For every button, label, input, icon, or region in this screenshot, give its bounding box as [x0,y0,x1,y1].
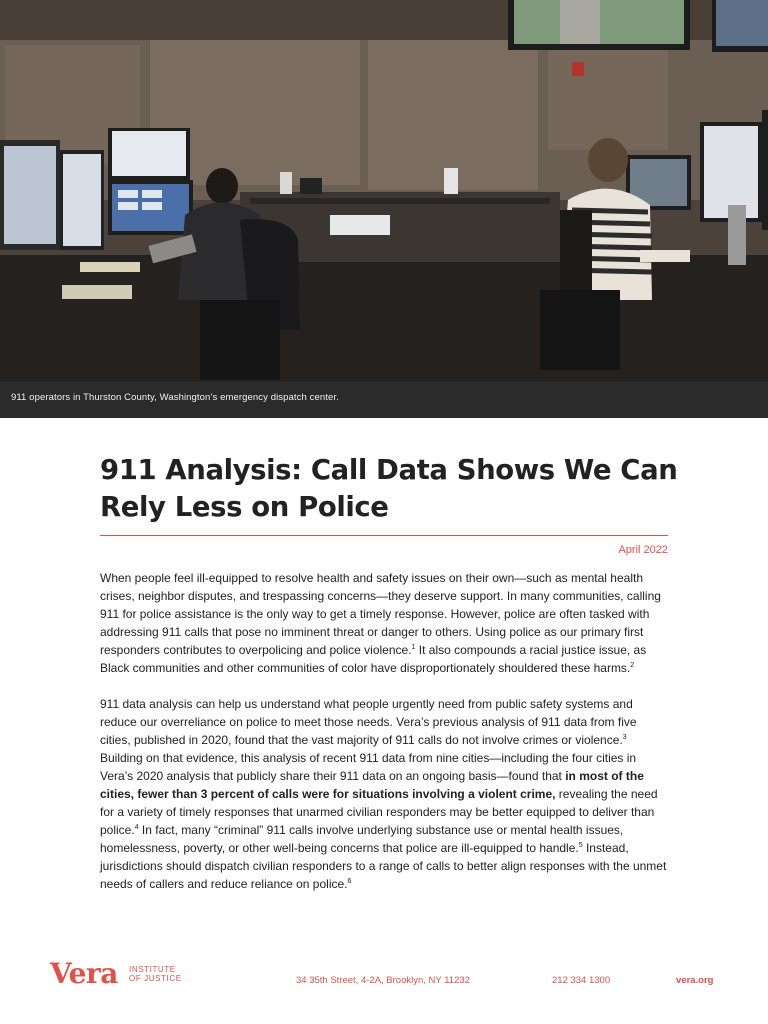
vera-logo[interactable]: Vera [50,957,118,990]
footnote-ref-1[interactable]: 1 [411,644,416,651]
footnote-ref-6[interactable]: 6 [347,878,352,885]
footer-address: 34 35th Street, 4-2A, Brooklyn, NY 11232 [296,975,470,986]
footnote-ref-2[interactable]: 2 [630,662,635,669]
footnote-ref-5[interactable]: 5 [578,842,583,849]
paragraph-2: 911 data analysis can help us understand what people urgently need from public safety systems and reduce our overreliance on police to meet those needs. Vera’s previous analysis of 911 data from five cities, published in 2020, found that the vast majority of 911 calls do not involve crimes or violence.$^3$ Building on that evidence, this analysis of recent 911 data from nine cities—including the four cities in Vera’s 2020 analysis that publicly share their 911 data on an ongoing basis—found that in most of the cities, fewer than 3 percent of calls were for situations involving a violent crime, revealing the need for a variety of timely responses that unarmed civilian responders may be better equipped to deliver than police.$^4$ In fact, many “criminal” 911 calls involve underlying substance use or mental health issues, homelessness, poverty, or other well-being concerns that police are ill-equipped to handle.$^5$ Instead, jurisdictions should dispatch civilian responders to a range of calls to better align responses with the unmet needs of callers and reduce reliance on police.$^6$ [100,697,667,891]
footnote-ref-4[interactable]: 4 [134,824,139,831]
photo-caption-bar [0,382,768,418]
vera-logo-subtitle: INSTITUTE OF JUSTICE [129,965,182,983]
footer-phone: 212 334 1300 [552,975,611,986]
page-title: 911 Analysis: Call Data Shows We Can Rely Less on Police [100,454,678,523]
publication-date: April 2022 [618,544,668,556]
page-footer [0,955,768,995]
hero-photo [0,0,768,382]
dispatch-center-illustration [0,0,768,382]
footnote-ref-3[interactable]: 3 [622,734,627,741]
title-divider [100,535,668,536]
paragraph-1: When people feel ill-equipped to resolve health and safety issues on their own—such as mental health crises, neighbor disputes, and trespassing concerns—they deserve support. In many communities, calling 911 for police assistance is the only way to get a timely response. However, police are often tasked with addressing 911 calls that pose no imminent threat or danger to others. Using police as our primary first responders contributes to overpolicing and police violence.$^1$ It also compounds a racial justice issue, as Black communities and other communities of color have disproportionately shouldered these harms.$^2$ [100,571,661,675]
article-body [100,569,668,911]
footer-website-link[interactable]: vera.org [676,975,714,986]
photo-caption: 911 operators in Thurston County, Washington’s emergency dispatch center. [11,392,339,403]
key-finding: in most of the cities, fewer than 3 percent of calls were for situations involving a violent crime, [100,769,644,801]
